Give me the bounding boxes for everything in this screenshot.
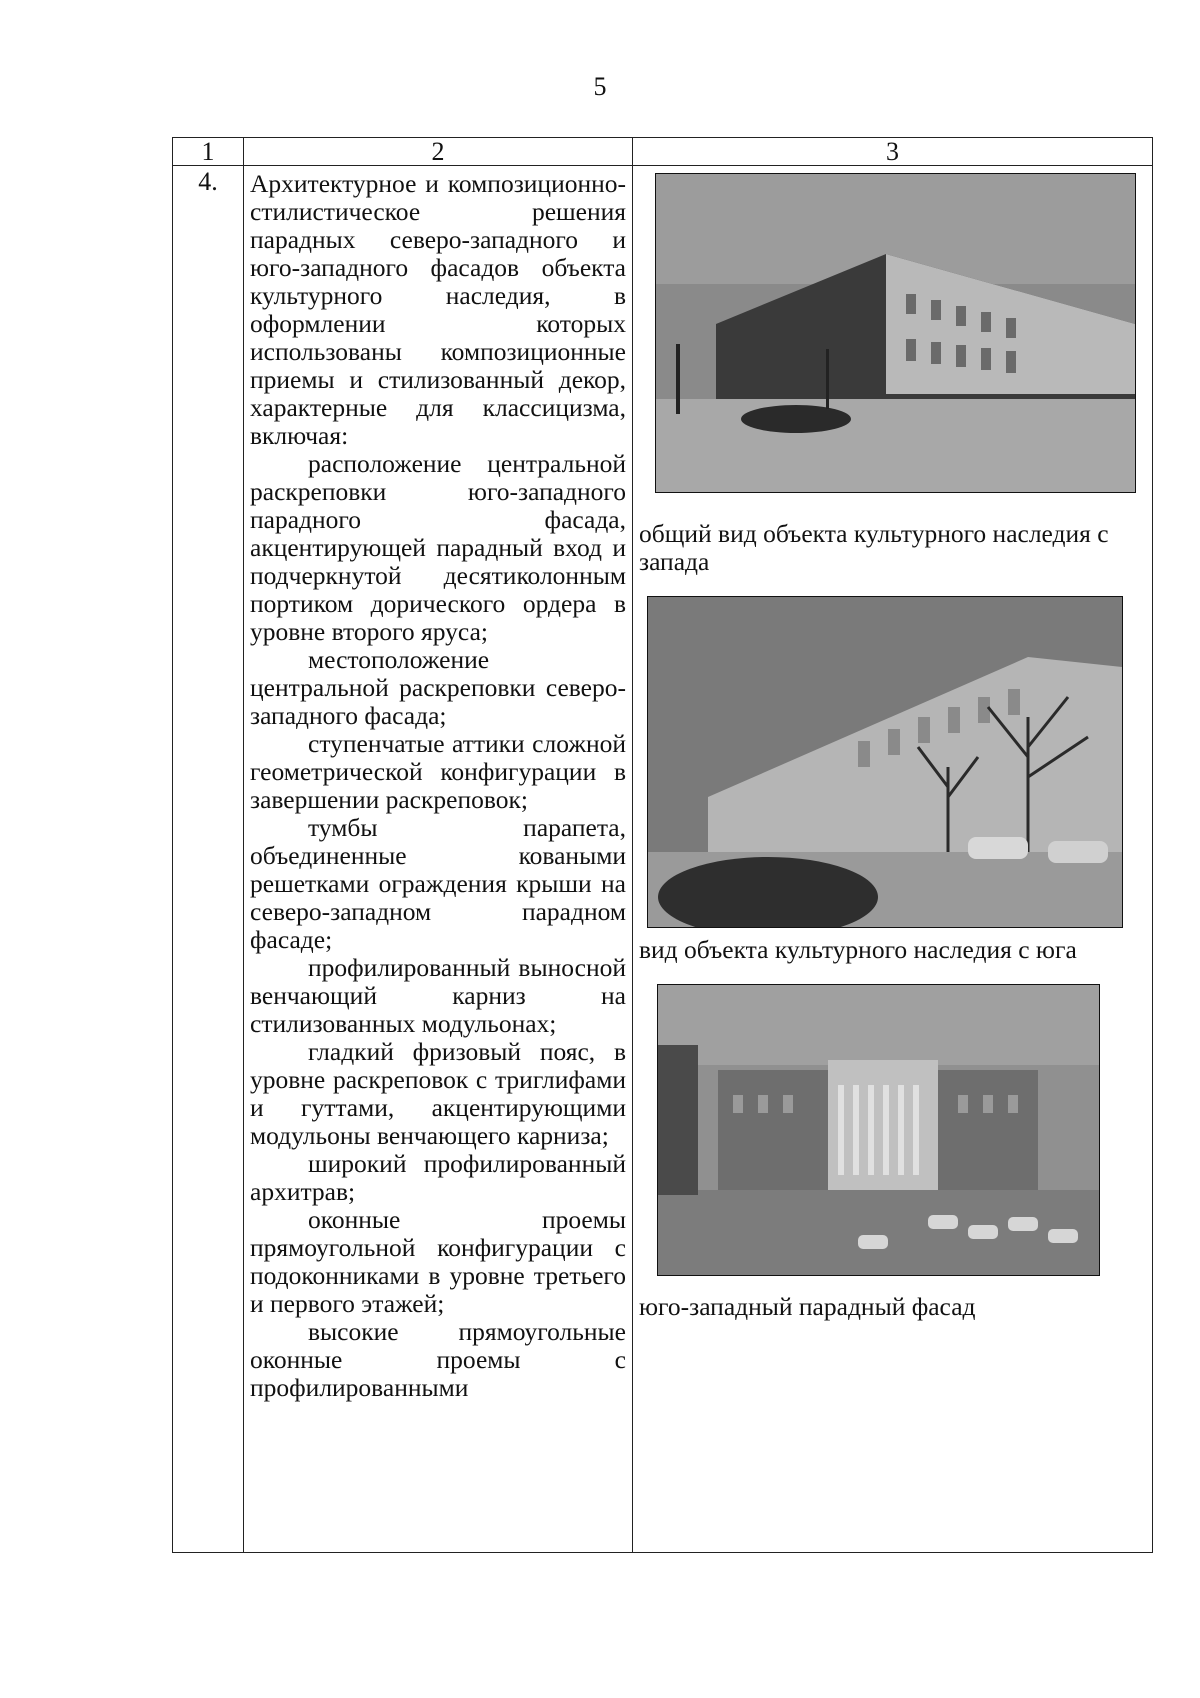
column-header-1: 1 bbox=[173, 138, 244, 166]
feature-item: профилированный выносной венчающий карниз на стилизованных модульонах; bbox=[250, 953, 626, 1038]
feature-item: широкий профилированный архитрав; bbox=[250, 1149, 626, 1206]
building-photo-west bbox=[655, 173, 1136, 493]
feature-item: гладкий фризовый пояс, в уровне раскреповок с триглифами и гуттами, акцентирующими модульоны венчающего карниза; bbox=[250, 1037, 626, 1150]
table-row bbox=[173, 166, 1153, 1553]
photo-caption: вид объекта культурного наследия с юга bbox=[639, 935, 1077, 964]
heritage-table bbox=[172, 137, 1153, 1553]
row-number: 4. bbox=[173, 166, 244, 1553]
feature-item: местоположение центральной раскреповки северо-западного фасада; bbox=[250, 645, 626, 730]
building-photo-south bbox=[647, 596, 1123, 928]
photo-cell bbox=[633, 166, 1153, 1553]
column-header-3: 3 bbox=[633, 138, 1153, 166]
feature-item: ступенчатые аттики сложной геометрической конфигурации в завершении раскреповок; bbox=[250, 729, 626, 814]
feature-item: тумбы парапета, объединенные коваными решетками ограждения крыши на северо-западном парадном фасаде; bbox=[250, 813, 626, 954]
column-header-2: 2 bbox=[244, 138, 633, 166]
page-number: 5 bbox=[593, 72, 607, 101]
description-intro: Архитектурное и композиционно-стилистическое решения парадных северо-западного и юго-западного фасадов объекта культурного наследия, в оформлении которых использованы композиционные приемы и стилизованный декор, характерные для классицизма, включая: bbox=[250, 169, 626, 450]
table-header-row bbox=[173, 138, 1153, 166]
feature-item: высокие прямоугольные оконные проемы с профилированными bbox=[250, 1317, 626, 1402]
photo-caption: общий вид объекта культурного наследия с запада bbox=[639, 519, 1109, 576]
description-cell bbox=[244, 166, 633, 1553]
photo-caption: юго-западный парадный фасад bbox=[639, 1292, 976, 1321]
feature-item: расположение центральной раскреповки юго-западного парадного фасада, акцентирующей парадный вход и подчеркнутой десятиколонным портиком дорического ордера в уровне второго яруса; bbox=[250, 449, 626, 646]
building-photo-southwest-facade bbox=[657, 984, 1100, 1276]
feature-item: оконные проемы прямоугольной конфигурации с подоконниками в уровне третьего и первого этажей; bbox=[250, 1205, 626, 1318]
